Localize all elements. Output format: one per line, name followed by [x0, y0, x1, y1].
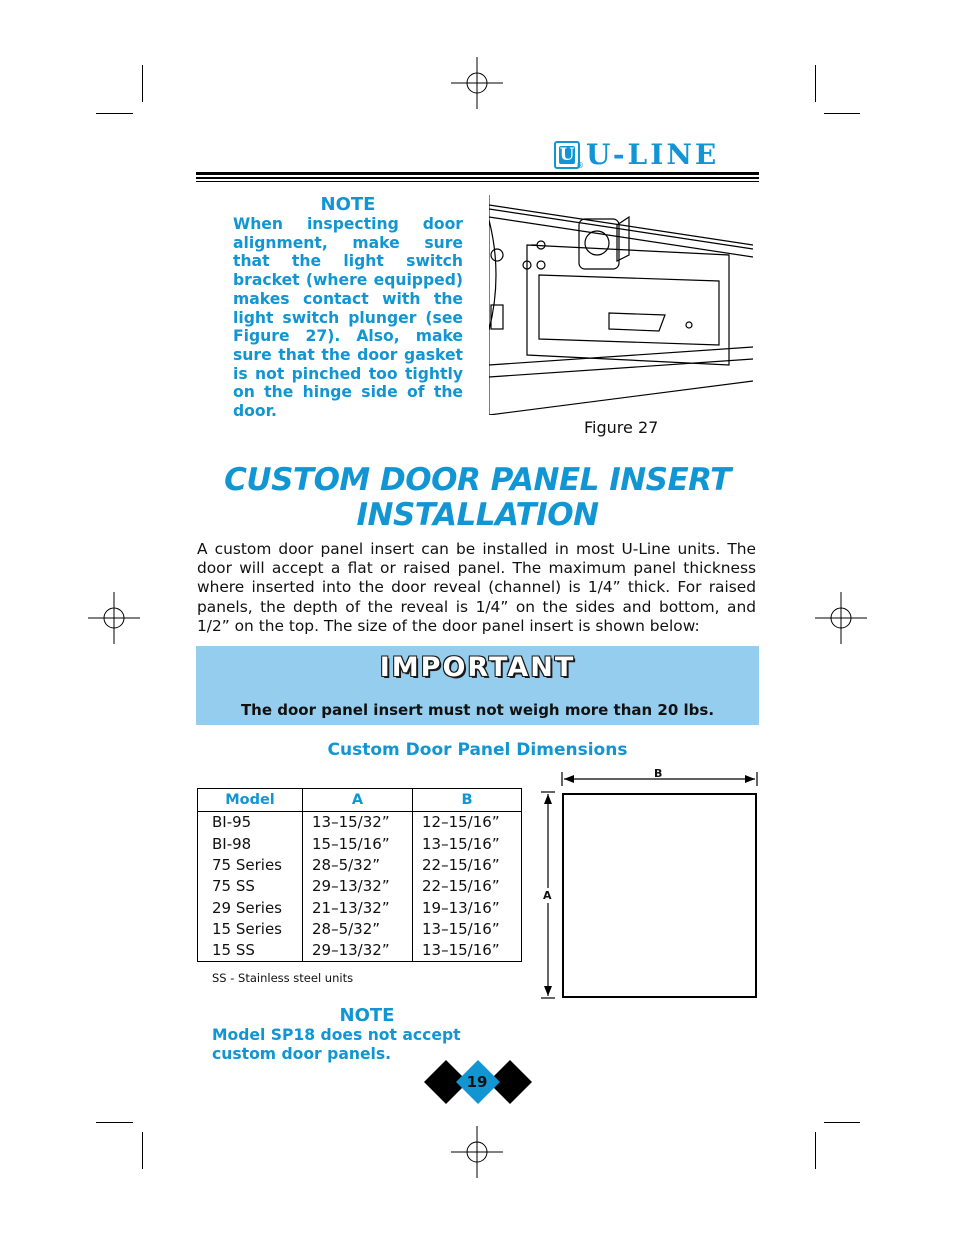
brand-name: U-LINE: [586, 138, 720, 171]
table-header-row: [198, 789, 522, 812]
cell-model: 75 Series: [198, 854, 303, 875]
registration-mark-top: [451, 57, 503, 109]
table-row: [198, 940, 522, 961]
table-row: [198, 812, 522, 833]
registration-mark-bottom: [451, 1126, 503, 1178]
cell-model: 15 SS: [198, 940, 303, 961]
cell-b: 12–15/16”: [413, 812, 522, 833]
cell-a: 28–5/32”: [303, 918, 413, 939]
cell-b: 13–15/16”: [413, 940, 522, 961]
table-row: [198, 918, 522, 939]
note-body: When inspecting door alignment, make sure that the light switch bracket (where equipped) makes contact with the light switch plunger (see Figure 27). Also, make sure that the door gasket is not pinched too tightly on the hinge side of the door.: [233, 215, 463, 421]
important-title: IMPORTANT: [379, 652, 576, 683]
dimensions-table: [197, 788, 522, 962]
table-row: [198, 876, 522, 897]
dimension-label-a: A: [543, 889, 552, 902]
cell-b: 22–15/16”: [413, 876, 522, 897]
registration-mark-right: [815, 592, 867, 644]
table-row: [198, 897, 522, 918]
page-number: 19: [466, 1073, 488, 1091]
table-row: [198, 833, 522, 854]
column-header-b: B: [413, 789, 522, 812]
cell-a: 13–15/32”: [303, 812, 413, 833]
important-text: The door panel insert must not weigh more than 20 lbs.: [240, 701, 715, 719]
registration-mark-left: [88, 592, 140, 644]
intro-paragraph: A custom door panel insert can be installed in most U-Line units. The door will accept a flat or raised panel. The maximum panel thickness where inserted into the door reveal (channel) is 1/4” thick. For raised panels, the depth of the reveal is 1/4” on the sides and bottom, and 1/2” on the top. The size of the door panel insert is shown below:: [197, 540, 756, 635]
dimensions-heading: Custom Door Panel Dimensions: [327, 740, 628, 760]
cell-model: 75 SS: [198, 876, 303, 897]
cell-a: 29–13/32”: [303, 876, 413, 897]
cell-b: 19–13/16”: [413, 897, 522, 918]
figure-caption: Figure 27: [584, 418, 659, 437]
note-bottom-title: NOTE: [339, 1005, 395, 1026]
cell-model: 15 Series: [198, 918, 303, 939]
column-header-model: Model: [198, 789, 303, 812]
header-rule: [196, 172, 759, 184]
cell-a: 15–15/16”: [303, 833, 413, 854]
cell-b: 13–15/16”: [413, 833, 522, 854]
cell-b: 22–15/16”: [413, 854, 522, 875]
important-box: [196, 646, 759, 725]
dimension-label-b: B: [654, 767, 663, 780]
table-row: [198, 854, 522, 875]
figure-27-illustration: [489, 195, 753, 415]
table-footnote: SS - Stainless steel units: [212, 971, 354, 985]
logo-icon: U: [554, 141, 580, 169]
cell-model: 29 Series: [198, 897, 303, 918]
column-header-a: A: [303, 789, 413, 812]
note-title: NOTE: [320, 194, 376, 215]
cell-a: 29–13/32”: [303, 940, 413, 961]
door-panel-outline: [562, 793, 757, 998]
cell-model: BI-98: [198, 833, 303, 854]
registered-mark: ®: [576, 161, 584, 170]
section-title: CUSTOM DOOR PANEL INSERT INSTALLATION: [224, 462, 731, 533]
cell-model: BI-95: [198, 812, 303, 833]
cell-b: 13–15/16”: [413, 918, 522, 939]
cell-a: 21–13/32”: [303, 897, 413, 918]
note-bottom-body: Model SP18 does not accept custom door panels.: [212, 1026, 461, 1063]
cell-a: 28–5/32”: [303, 854, 413, 875]
